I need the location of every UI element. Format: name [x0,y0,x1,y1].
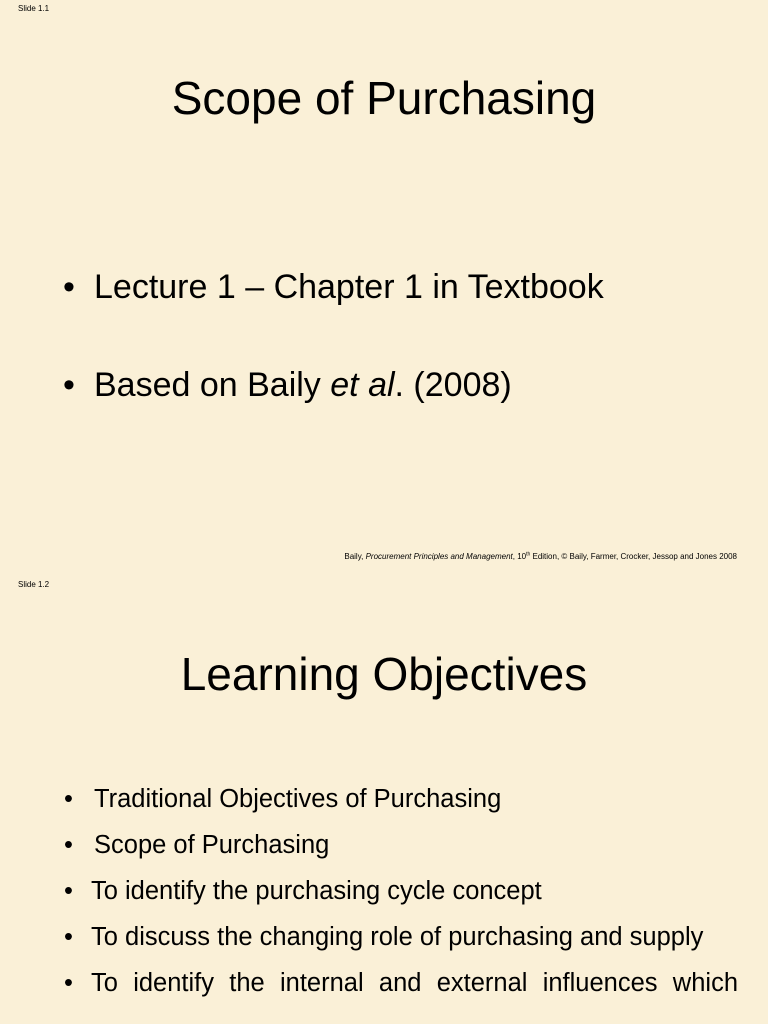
footer-edition-number: , 10 [512,552,527,561]
bullet-text: Scope of Purchasing [94,831,330,859]
footer-book-title: Procurement Principles and Management [365,552,513,561]
bullet-marker: • [64,785,73,813]
slide-number-label: Slide 1.2 [18,580,50,589]
bullet-marker: • [64,831,73,859]
bullet-marker: • [64,969,73,997]
bullet-text: Traditional Objectives of Purchasing [94,785,502,813]
bullet-text: To identify the internal and external influences which [91,969,738,997]
bullet-marker: • [64,923,73,951]
footer-edition-suffix: th [526,551,531,558]
slide-1-2 [0,576,768,1024]
bullet-text: To identify the purchasing cycle concept [91,877,542,905]
bullet-text-italic: et al [330,366,395,404]
slide-title: Learning Objectives [180,648,588,700]
footer-author: Baily, [344,552,366,561]
bullet-text: Lecture 1 – Chapter 1 in Textbook [94,268,604,306]
citation-footer [344,553,737,561]
footer-copyright: Edition, © Baily, Farmer, Crocker, Jessop and Jones 2008 [530,552,737,561]
bullet-text-part: Based on Baily [94,366,331,404]
bullet-text-part: . (2008) [394,366,512,404]
bullet-marker: • [64,877,73,905]
bullet-text [94,368,512,402]
slide-number-label: Slide 1.1 [18,4,50,13]
bullet-marker: • [63,366,75,404]
bullet-marker: • [63,268,75,306]
bullet-text: To discuss the changing role of purchasing and supply [91,923,704,951]
slide-title: Scope of Purchasing [171,72,597,124]
